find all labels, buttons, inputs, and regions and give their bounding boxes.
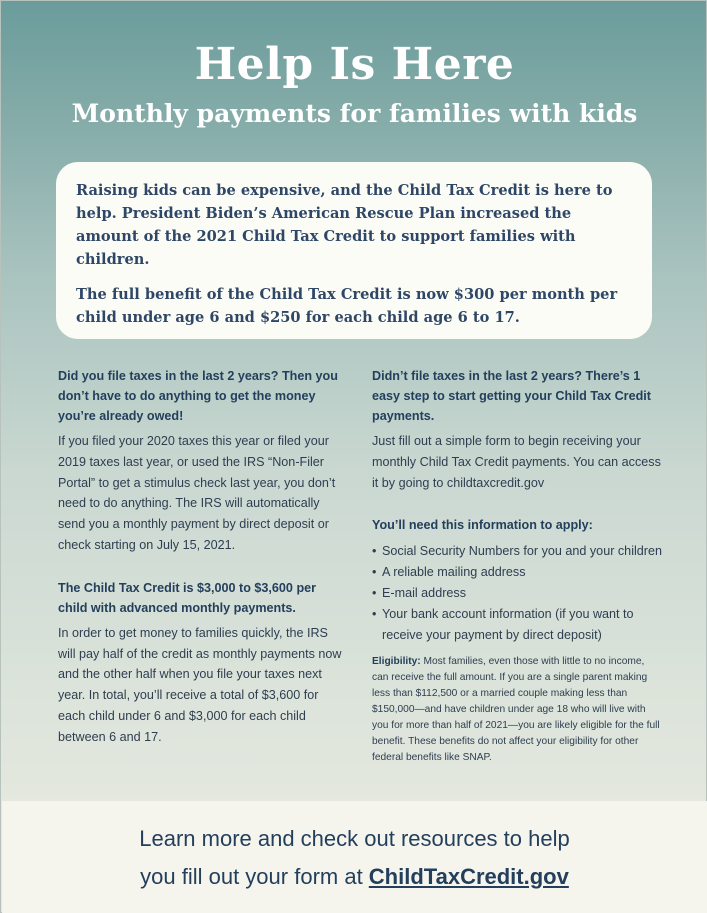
requirements-list bbox=[372, 541, 662, 645]
list-item: • Social Security Numbers for you and your children bbox=[372, 541, 662, 562]
footer-line-1: Learn more and check out resources to help bbox=[139, 826, 570, 851]
eligibility-text: Most families, even those with little to no income, can receive the full amount. If you are a single parent making less than $112,500 or a married couple making less than $150,000—and have children under age 18 who will live with you for more than half of 2021—you are likely eligible for the full benefit. These benefits do not affect your eligibility for other federal benefits like SNAP. bbox=[372, 656, 660, 764]
intro-paragraph-1: Raising kids can be expensive, and the Child Tax Credit is here to help. President Biden’s American Rescue Plan increased the amount of the 2021 Child Tax Credit to support families with children. bbox=[76, 182, 613, 268]
eligibility-note bbox=[372, 654, 662, 766]
eligibility-label: Eligibility: bbox=[372, 656, 421, 668]
left-body-2: In order to get money to families quickly, the IRS will pay half of the credit as monthly payments now and the other half when you file your taxes next year. In total, you’ll receive a total of $3,600 for each child under 6 and $3,000 for each child between 6 and 17. bbox=[58, 625, 342, 744]
page-subtitle: Monthly payments for families with kids bbox=[71, 99, 638, 128]
footer-line-2-text: you fill out your form at bbox=[140, 864, 369, 889]
requirements-heading: You’ll need this information to apply: bbox=[372, 518, 593, 533]
footer-banner bbox=[2, 801, 707, 913]
childtaxcredit-link[interactable]: ChildTaxCredit.gov bbox=[368, 864, 569, 889]
footer-line-2 bbox=[2, 858, 707, 896]
left-heading-2: The Child Tax Credit is $3,000 to $3,600 per child with advanced monthly payments. bbox=[58, 580, 317, 615]
left-heading-1: Did you file taxes in the last 2 years? Then you don’t have to do anything to get the money you’re already owed! bbox=[58, 369, 338, 423]
intro-box bbox=[56, 162, 652, 339]
list-item: • A reliable mailing address bbox=[372, 562, 662, 583]
list-item: • E-mail address bbox=[372, 583, 662, 604]
page-title: Help Is Here bbox=[194, 39, 515, 90]
list-item: • Your bank account information (if you want to receive your payment by direct deposit) bbox=[372, 604, 662, 646]
right-body-1: Just fill out a simple form to begin receiving your monthly Child Tax Credit payments. You can access it by going to childtaxcredit.gov bbox=[372, 434, 661, 490]
intro-paragraph-2: The full benefit of the Child Tax Credit is now $300 per month per child under age 6 and $250 for each child age 6 to 17. bbox=[76, 286, 618, 326]
left-column bbox=[58, 366, 348, 748]
right-heading-1: Didn’t file taxes in the last 2 years? There’s 1 easy step to start getting your Child Tax Credit payments. bbox=[372, 369, 651, 423]
left-body-1: If you filed your 2020 taxes this year or filed your 2019 taxes last year, or used the IRS “Non-Filer Portal” to get a stimulus check last year, you don’t need to do anything. The IRS will automatically send you a monthly payment by direct deposit or check starting on July 15, 2021. bbox=[58, 434, 336, 552]
right-column bbox=[372, 366, 662, 766]
